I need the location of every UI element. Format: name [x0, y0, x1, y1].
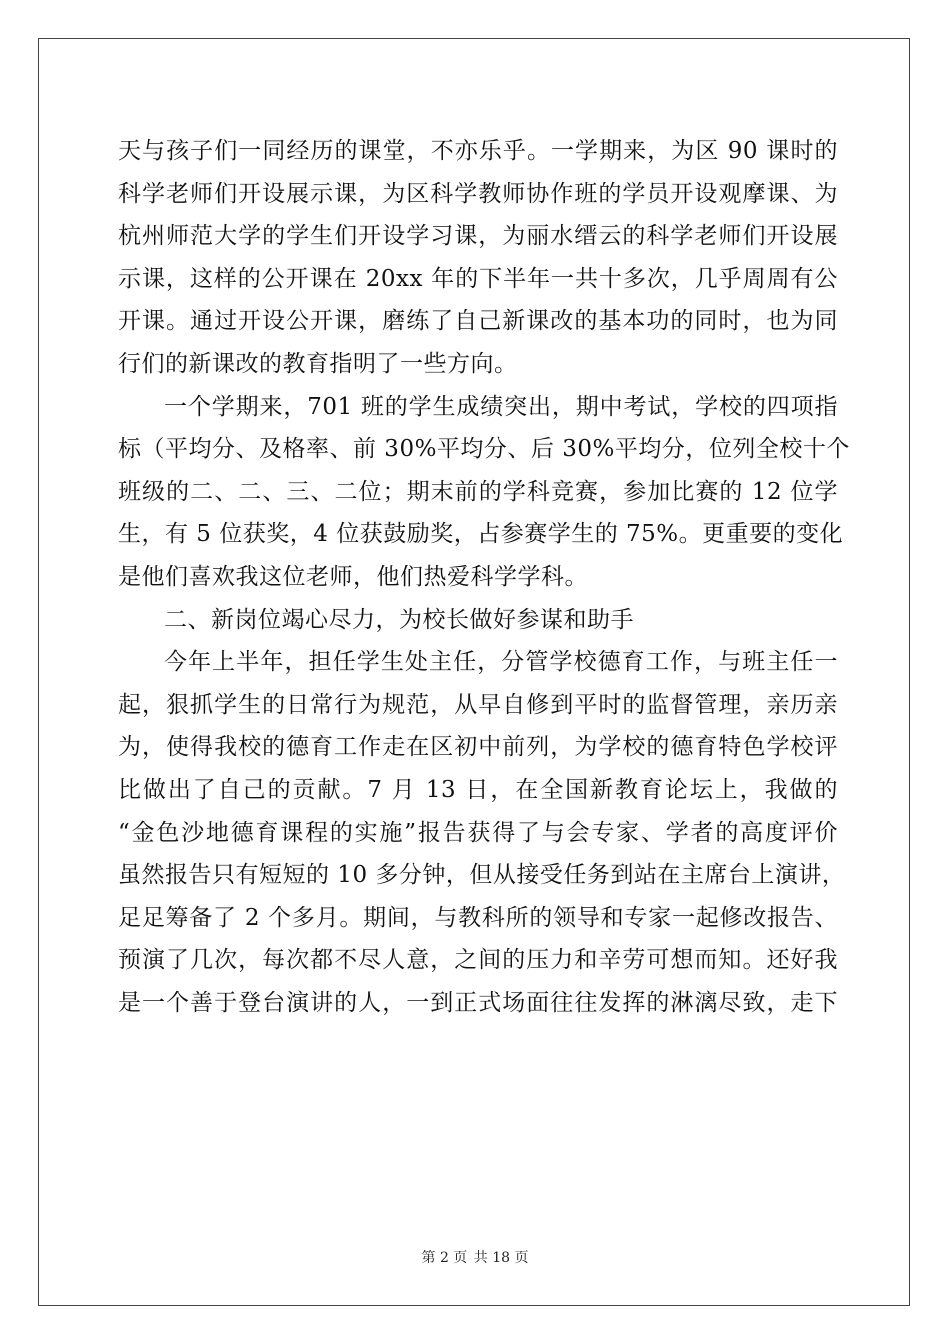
text-line: 杭州师范大学的学生们开设学习课，为丽水缙云的科学老师们开设展: [118, 223, 838, 250]
text-line: 行们的新课改的教育指明了一些方向。: [118, 350, 518, 377]
text-line: 开课。通过开设公开课，磨练了自己新课改的基本功的同时，也为同: [118, 308, 838, 335]
text-line: 为，使得我校的德育工作走在区初中前列，为学校的德育特色学校评: [118, 734, 838, 761]
text-line: 足足筹备了 2 个多月。期间，与教科所的领导和专家一起修改报告、: [118, 904, 838, 931]
text-line: 比做出了自己的贡献。7 月 13 日，在全国新教育论坛上，我做的: [118, 776, 838, 803]
page-number: 第 2 页: [421, 1250, 468, 1266]
text-line: 预演了几次，每次都不尽人意，之间的压力和辛劳可想而知。还好我: [118, 947, 838, 974]
text-line: 二、新岗位竭心尽力，为校长做好参谋和助手: [164, 606, 634, 633]
text-line: 是一个善于登台演讲的人，一到正式场面往往发挥的淋漓尽致，走下: [118, 989, 838, 1016]
text-line: 是他们喜欢我这位老师，他们热爱科学学科。: [118, 563, 588, 590]
text-line: 一个学期来，701 班的学生成绩突出，期中考试，学校的四项指: [164, 393, 838, 420]
text-line: 班级的二、二、三、二位；期末前的学科竞赛，参加比赛的 12 位学: [118, 478, 838, 505]
text-line: 起，狠抓学生的日常行为规范，从早自修到平时的监督管理，亲历亲: [118, 691, 838, 718]
page-total: 共 18 页: [473, 1250, 529, 1266]
page-footer: [0, 1247, 950, 1267]
text-line: “金色沙地德育课程的实施”报告获得了与会专家、学者的高度评价: [118, 819, 838, 846]
text-line: 示课，这样的公开课在 20xx 年的下半年一共十多次，几乎周周有公: [118, 265, 838, 292]
text-line: 科学老师们开设展示课，为区科学教师协作班的学员开设观摩课、为: [118, 180, 838, 207]
text-line: 生，有 5 位获奖，4 位获鼓励奖，占参赛学生的 75%。更重要的变化: [118, 521, 844, 548]
text-line: 标（平均分、及格率、前 30%平均分、后 30%平均分，位列全校十个: [118, 436, 850, 463]
text-line: 天与孩子们一同经历的课堂，不亦乐乎。一学期来，为区 90 课时的: [118, 138, 838, 164]
document-body: [118, 130, 850, 1024]
text-line: 今年上半年，担任学生处主任，分管学校德育工作，与班主任一: [164, 649, 838, 676]
text-line: 虽然报告只有短短的 10 多分钟，但从接受任务到站在主席台上演讲，: [118, 862, 846, 889]
